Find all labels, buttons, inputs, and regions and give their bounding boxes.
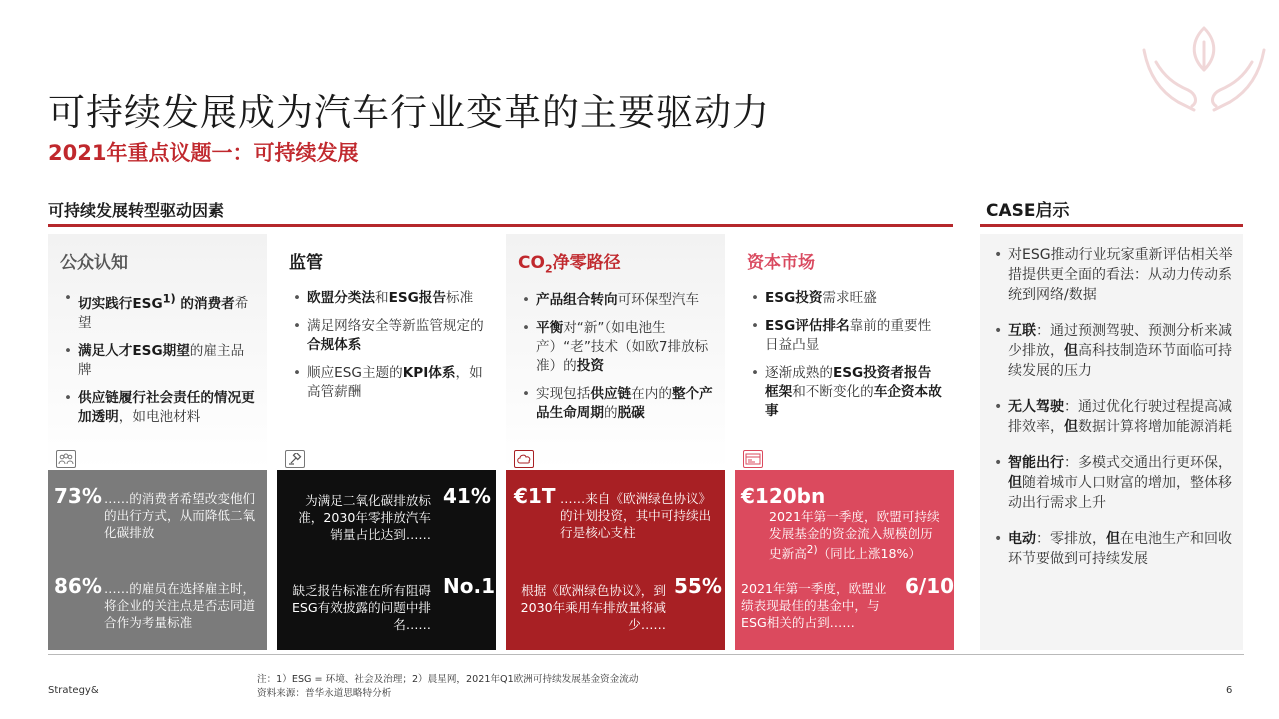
column-header — [506, 234, 725, 470]
stat-text: 2021年第一季度，欧盟业绩表现最佳的基金中，与ESG相关的占到…… — [741, 581, 887, 630]
page-title: 可持续发展成为汽车行业变革的主要驱动力 — [48, 91, 770, 134]
case-item: • 无人驾驶：通过优化行驶过程提高减排效率，但数据计算将增加能源消耗 — [990, 397, 1233, 437]
page-subtitle: 2021年重点议题一：可持续发展 — [48, 141, 359, 165]
stat-value: 73% — [54, 484, 102, 508]
column-title: 公众认知 — [60, 253, 128, 273]
stat-value: 6/10 — [905, 574, 955, 598]
stat-value: €1T — [514, 484, 556, 508]
bullet-item: • ESG投资需求旺盛 — [747, 289, 944, 308]
bullet-item: • 切实践行ESG$^{1)}$ 的消费者希望 — [60, 289, 257, 333]
finance-icon — [743, 450, 763, 468]
people-icon — [56, 450, 76, 468]
bullet-item: • 逐渐成熟的ESG投资者报告框架和不断变化的车企资本故事 — [747, 364, 944, 421]
stat-value: 86% — [54, 574, 102, 598]
bullet-list — [60, 289, 257, 427]
bullet-item: • 满足人才ESG期望的雇主品牌 — [60, 342, 257, 380]
page-number: 6 — [1226, 685, 1233, 696]
stat-panel — [735, 470, 954, 650]
case-item: • 智能出行：多模式交通出行更环保，但随着城市人口财富的增加，整体移动出行需求上升 — [990, 453, 1233, 513]
source-note: 资料来源：普华永道思略特分析 — [257, 688, 392, 699]
case-bullet-list — [990, 245, 1233, 569]
driver-column-regulation — [277, 234, 496, 650]
stat-text: ……的消费者希望改变他们的出行方式，从而降低二氧化碳排放 — [104, 491, 256, 540]
stat-text: 根据《欧洲绿色协议》，到2030年乘用车排放量将减少…… — [520, 583, 666, 632]
case-item: • 互联：通过预测驾驶、预测分析来减少排放，但高科技制造环节面临可持续发展的压力 — [990, 321, 1233, 381]
column-header — [277, 234, 496, 470]
stat-text: 2021年第一季度，欧盟可持续发展基金的资金流入规模创历史新高$^{2)}$（同比上涨18%） — [769, 509, 940, 562]
case-section-rule — [980, 224, 1243, 227]
driver-column-public — [48, 234, 267, 650]
drivers-section-title: 可持续发展转型驱动因素 — [48, 201, 225, 220]
stat-panel — [506, 470, 725, 650]
column-title: 资本市场 — [747, 253, 815, 273]
bullet-list — [289, 289, 486, 402]
case-panel — [980, 234, 1243, 650]
column-header — [735, 234, 954, 470]
bullet-list — [747, 289, 944, 421]
driver-column-net-zero — [506, 234, 725, 650]
brand-logo-text: Strategy& — [48, 685, 99, 696]
co2-icon — [514, 450, 534, 468]
stat-text: ……来自《欧洲绿色协议》的计划投资，其中可持续出行是核心支柱 — [560, 491, 712, 540]
footer-rule — [48, 654, 1244, 655]
stat-text: 为满足二氧化碳排放标准，2030年零排放汽车销量占比达到…… — [298, 493, 431, 542]
stat-text: 缺乏报告标准在所有阻碍ESG有效披露的问题中排名…… — [291, 583, 431, 632]
case-item: • 对ESG推动行业玩家重新评估相关举措提供更全面的看法：从动力传动系统到网络/数据 — [990, 245, 1233, 305]
bullet-item: • 满足网络安全等新监管规定的合规体系 — [289, 317, 486, 355]
footnote: 注：1）ESG = 环境、社会及治理；2）晨星网，2021年Q1欧洲可持续发展基金资金流动 — [257, 674, 639, 685]
column-header — [48, 234, 267, 470]
driver-column-capital-markets — [735, 234, 954, 650]
column-title: $CO_2$净零路径 — [518, 253, 621, 276]
bullet-item: • 欧盟分类法和ESG报告标准 — [289, 289, 486, 308]
stat-value: No.1 — [443, 574, 495, 598]
bullet-item: • 产品组合转向可环保型汽车 — [518, 291, 715, 310]
bullet-item: • 平衡对“新”（如电池生产）“老”技术（如欧7排放标准）的投资 — [518, 319, 715, 376]
case-item: • 电动：零排放，但在电池生产和回收环节要做到可持续发展 — [990, 529, 1233, 569]
stat-value: 55% — [674, 574, 722, 598]
bullet-item: • 顺应ESG主题的KPI体系，如高管薪酬 — [289, 364, 486, 402]
stat-value: €120bn — [741, 484, 826, 508]
bullet-item: • 实现包括供应链在内的整个产品生命周期的脱碳 — [518, 385, 715, 423]
stat-panel — [48, 470, 267, 650]
column-title: 监管 — [289, 253, 323, 273]
case-section-title: CASE启示 — [986, 201, 1070, 221]
drivers-section-rule — [48, 224, 953, 227]
stat-value: 41% — [443, 484, 491, 508]
stat-text: ……的雇员在选择雇主时，将企业的关注点是否志同道合作为考量标准 — [104, 581, 256, 630]
bullet-item: • ESG评估排名靠前的重要性日益凸显 — [747, 317, 944, 355]
stat-panel — [277, 470, 496, 650]
bullet-item: • 供应链履行社会责任的情况更加透明，如电池材料 — [60, 389, 257, 427]
sustainability-hands-icon — [1134, 10, 1274, 120]
gavel-icon — [285, 450, 305, 468]
bullet-list — [518, 291, 715, 423]
